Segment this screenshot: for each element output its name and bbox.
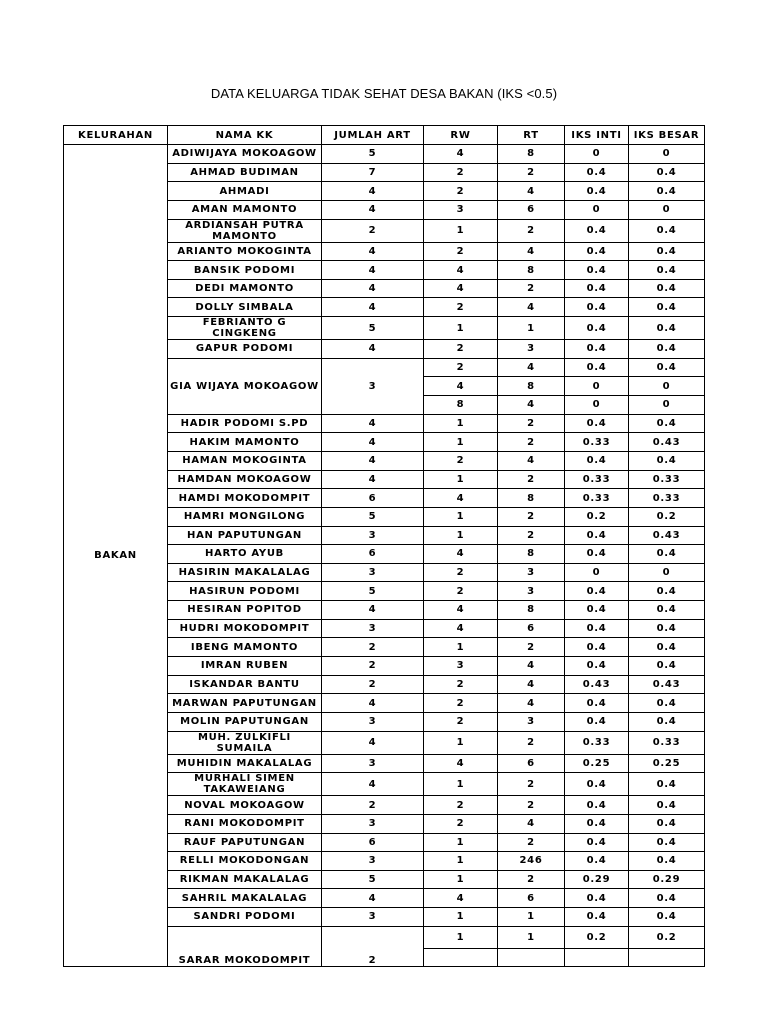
- rt-cell: 2: [498, 470, 565, 489]
- rt-cell: 8: [498, 545, 565, 564]
- iks-inti-cell: 0: [565, 145, 629, 164]
- rw-cell: 2: [424, 712, 498, 731]
- iks-besar-cell: 0.4: [629, 638, 705, 657]
- iks-inti-cell: 0.4: [565, 582, 629, 601]
- nama-kk-cell: GIA WIJAYA MOKOAGOW: [168, 358, 322, 414]
- nama-kk-cell: GAPUR PODOMI: [168, 340, 322, 359]
- iks-inti-cell: 0.4: [565, 451, 629, 470]
- iks-besar-cell: 0.2: [629, 926, 705, 948]
- rw-cell: 4: [424, 619, 498, 638]
- iks-inti-cell: 0.4: [565, 317, 629, 340]
- jumlah-art-cell: 6: [322, 545, 424, 564]
- jumlah-art-cell: 4: [322, 200, 424, 219]
- rt-cell: 2: [498, 796, 565, 815]
- nama-kk-cell: HARTO AYUB: [168, 545, 322, 564]
- jumlah-art-cell: 3: [322, 563, 424, 582]
- iks-inti-cell: 0.4: [565, 219, 629, 242]
- iks-besar-cell: 0.4: [629, 889, 705, 908]
- rt-cell: 4: [498, 182, 565, 201]
- jumlah-art-cell: 4: [322, 182, 424, 201]
- document-title: DATA KELUARGA TIDAK SEHAT DESA BAKAN (IKS <0.5): [210, 86, 558, 101]
- rt-cell: 2: [498, 433, 565, 452]
- iks-inti-cell: 0.33: [565, 731, 629, 754]
- rt-cell: 2: [498, 638, 565, 657]
- nama-kk-cell: RIKMAN MAKALALAG: [168, 870, 322, 889]
- iks-inti-cell: 0.4: [565, 414, 629, 433]
- rt-cell: 2: [498, 219, 565, 242]
- iks-inti-cell: 0.33: [565, 470, 629, 489]
- rt-cell: 8: [498, 601, 565, 620]
- nama-kk-cell: MUHIDIN MAKALALAG: [168, 754, 322, 773]
- rt-cell: 8: [498, 145, 565, 164]
- rw-cell: 2: [424, 451, 498, 470]
- rw-cell: 4: [424, 545, 498, 564]
- iks-inti-cell: 0.4: [565, 889, 629, 908]
- rw-cell: 1: [424, 433, 498, 452]
- rw-cell: 2: [424, 358, 498, 377]
- iks-inti-cell: 0.2: [565, 507, 629, 526]
- nama-kk-cell: RAUF PAPUTUNGAN: [168, 833, 322, 852]
- jumlah-art-cell: 3: [322, 852, 424, 871]
- rt-cell: 4: [498, 396, 565, 415]
- iks-inti-cell: 0.4: [565, 526, 629, 545]
- rw-cell: 2: [424, 814, 498, 833]
- rw-cell: 4: [424, 145, 498, 164]
- jumlah-art-cell: 2: [322, 796, 424, 815]
- iks-besar-cell: 0.4: [629, 414, 705, 433]
- rw-cell: 1: [424, 870, 498, 889]
- nama-kk-cell: DOLLY SIMBALA: [168, 298, 322, 317]
- rt-cell: 4: [498, 358, 565, 377]
- rt-cell: 8: [498, 489, 565, 508]
- iks-besar-cell: 0.43: [629, 433, 705, 452]
- rt-cell: [498, 948, 565, 967]
- rt-cell: 8: [498, 261, 565, 280]
- nama-kk-cell: IBENG MAMONTO: [168, 638, 322, 657]
- nama-kk-cell: NOVAL MOKOAGOW: [168, 796, 322, 815]
- header-iks-inti: IKS INTI: [565, 126, 629, 145]
- rt-cell: 2: [498, 526, 565, 545]
- jumlah-art-cell: 4: [322, 242, 424, 261]
- iks-inti-cell: 0.4: [565, 279, 629, 298]
- jumlah-art-cell: 3: [322, 754, 424, 773]
- iks-besar-cell: 0.4: [629, 317, 705, 340]
- jumlah-art-cell: 2: [322, 219, 424, 242]
- iks-besar-cell: 0.33: [629, 731, 705, 754]
- iks-besar-cell: 0.4: [629, 279, 705, 298]
- rt-cell: 3: [498, 563, 565, 582]
- nama-kk-cell: HAKIM MAMONTO: [168, 433, 322, 452]
- header-iks-besar: IKS BESAR: [629, 126, 705, 145]
- rw-cell: 1: [424, 526, 498, 545]
- rt-cell: 8: [498, 377, 565, 396]
- rw-cell: 1: [424, 507, 498, 526]
- rw-cell: 1: [424, 852, 498, 871]
- rt-cell: 3: [498, 582, 565, 601]
- iks-inti-cell: 0.4: [565, 601, 629, 620]
- iks-inti-cell: 0.4: [565, 814, 629, 833]
- nama-kk-cell: MARWAN PAPUTUNGAN: [168, 694, 322, 713]
- nama-kk-cell: HUDRI MOKODOMPIT: [168, 619, 322, 638]
- rw-cell: 8: [424, 396, 498, 415]
- jumlah-art-cell: 2: [322, 638, 424, 657]
- rw-cell: 1: [424, 414, 498, 433]
- rt-cell: 2: [498, 773, 565, 796]
- iks-besar-cell: 0.4: [629, 852, 705, 871]
- rt-cell: 246: [498, 852, 565, 871]
- nama-kk-cell: BANSIK PODOMI: [168, 261, 322, 280]
- jumlah-art-cell: 4: [322, 731, 424, 754]
- iks-inti-cell: 0.4: [565, 694, 629, 713]
- jumlah-art-cell: 3: [322, 712, 424, 731]
- iks-inti-cell: 0.4: [565, 298, 629, 317]
- iks-inti-cell: 0.4: [565, 638, 629, 657]
- rw-cell: 4: [424, 754, 498, 773]
- iks-inti-cell: 0.29: [565, 870, 629, 889]
- kelurahan-cell: BAKAN: [64, 145, 168, 967]
- jumlah-art-cell: 3: [322, 814, 424, 833]
- iks-inti-cell: 0.4: [565, 833, 629, 852]
- jumlah-art-cell: 5: [322, 145, 424, 164]
- rw-cell: 1: [424, 470, 498, 489]
- header-row: [64, 126, 705, 145]
- rt-cell: 4: [498, 675, 565, 694]
- iks-besar-cell: 0.4: [629, 298, 705, 317]
- rw-cell: 4: [424, 279, 498, 298]
- iks-besar-cell: 0.4: [629, 833, 705, 852]
- rt-cell: 4: [498, 242, 565, 261]
- iks-besar-cell: 0.33: [629, 489, 705, 508]
- jumlah-art-cell: 3: [322, 619, 424, 638]
- iks-besar-cell: 0.33: [629, 470, 705, 489]
- iks-besar-cell: 0.29: [629, 870, 705, 889]
- rt-cell: 2: [498, 414, 565, 433]
- nama-kk-cell: DEDI MAMONTO: [168, 279, 322, 298]
- iks-besar-cell: 0.4: [629, 601, 705, 620]
- iks-besar-cell: 0.4: [629, 657, 705, 676]
- jumlah-art-cell: 4: [322, 451, 424, 470]
- nama-kk-cell: ISKANDAR BANTU: [168, 675, 322, 694]
- rt-cell: 4: [498, 694, 565, 713]
- jumlah-art-cell: 3: [322, 526, 424, 545]
- nama-kk-cell: AMAN MAMONTO: [168, 200, 322, 219]
- iks-inti-cell: 0.4: [565, 242, 629, 261]
- nama-kk-cell: HAMDI MOKODOMPIT: [168, 489, 322, 508]
- rt-cell: 2: [498, 279, 565, 298]
- header-jumlah-art: JUMLAH ART: [322, 126, 424, 145]
- iks-inti-cell: 0.4: [565, 712, 629, 731]
- jumlah-art-cell: 4: [322, 694, 424, 713]
- jumlah-art-cell: 4: [322, 340, 424, 359]
- nama-kk-cell: AHMADI: [168, 182, 322, 201]
- jumlah-art-cell: 4: [322, 470, 424, 489]
- data-table: [63, 125, 705, 967]
- nama-kk-cell: RELLI MOKODONGAN: [168, 852, 322, 871]
- iks-besar-cell: 0.4: [629, 796, 705, 815]
- jumlah-art-cell: 3: [322, 908, 424, 927]
- iks-besar-cell: 0.4: [629, 619, 705, 638]
- iks-inti-cell: 0.4: [565, 261, 629, 280]
- iks-besar-cell: 0.4: [629, 358, 705, 377]
- header-nama-kk: NAMA KK: [168, 126, 322, 145]
- iks-besar-cell: 0.2: [629, 507, 705, 526]
- rt-cell: 1: [498, 926, 565, 948]
- rt-cell: 6: [498, 754, 565, 773]
- nama-kk-cell: ADIWIJAYA MOKOAGOW: [168, 145, 322, 164]
- iks-besar-cell: 0.43: [629, 675, 705, 694]
- rw-cell: 4: [424, 489, 498, 508]
- iks-inti-cell: 0.33: [565, 433, 629, 452]
- rw-cell: 2: [424, 182, 498, 201]
- iks-inti-cell: 0.4: [565, 340, 629, 359]
- rw-cell: 4: [424, 261, 498, 280]
- iks-inti-cell: 0.4: [565, 657, 629, 676]
- rw-cell: 3: [424, 657, 498, 676]
- rt-cell: 1: [498, 908, 565, 927]
- rt-cell: 6: [498, 200, 565, 219]
- nama-kk-cell: HADIR PODOMI S.PD: [168, 414, 322, 433]
- rw-cell: 1: [424, 638, 498, 657]
- jumlah-art-cell: 2: [322, 926, 424, 967]
- table-row: [64, 145, 705, 164]
- rw-cell: 1: [424, 908, 498, 927]
- rw-cell: 1: [424, 219, 498, 242]
- rw-cell: 2: [424, 582, 498, 601]
- nama-kk-cell: SAHRIL MAKALALAG: [168, 889, 322, 908]
- jumlah-art-cell: 6: [322, 833, 424, 852]
- nama-kk-cell: HASIRIN MAKALALAG: [168, 563, 322, 582]
- iks-inti-cell: 0.4: [565, 358, 629, 377]
- rw-cell: 1: [424, 317, 498, 340]
- header-rt: RT: [498, 126, 565, 145]
- iks-inti-cell: 0.43: [565, 675, 629, 694]
- nama-kk-cell: HAN PAPUTUNGAN: [168, 526, 322, 545]
- rt-cell: 6: [498, 619, 565, 638]
- iks-besar-cell: 0.4: [629, 242, 705, 261]
- jumlah-art-cell: 5: [322, 582, 424, 601]
- iks-inti-cell: 0.4: [565, 163, 629, 182]
- iks-besar-cell: [629, 948, 705, 967]
- iks-inti-cell: 0.4: [565, 545, 629, 564]
- iks-besar-cell: 0.4: [629, 340, 705, 359]
- jumlah-art-cell: 5: [322, 870, 424, 889]
- rw-cell: 4: [424, 601, 498, 620]
- iks-besar-cell: 0: [629, 200, 705, 219]
- rt-cell: 3: [498, 340, 565, 359]
- iks-besar-cell: 0.4: [629, 694, 705, 713]
- header-rw: RW: [424, 126, 498, 145]
- rw-cell: 4: [424, 889, 498, 908]
- rw-cell: 1: [424, 773, 498, 796]
- jumlah-art-cell: 7: [322, 163, 424, 182]
- rt-cell: 4: [498, 814, 565, 833]
- iks-inti-cell: 0: [565, 377, 629, 396]
- rw-cell: 2: [424, 796, 498, 815]
- nama-kk-cell: HESIRAN POPITOD: [168, 601, 322, 620]
- jumlah-art-cell: 5: [322, 317, 424, 340]
- rw-cell: 2: [424, 298, 498, 317]
- rt-cell: 2: [498, 507, 565, 526]
- rt-cell: 2: [498, 870, 565, 889]
- nama-kk-cell: RANI MOKODOMPIT: [168, 814, 322, 833]
- nama-kk-cell: FEBRIANTO G CINGKENG: [168, 317, 322, 340]
- iks-besar-cell: 0.4: [629, 261, 705, 280]
- iks-inti-cell: 0.25: [565, 754, 629, 773]
- nama-kk-cell: HAMDAN MOKOAGOW: [168, 470, 322, 489]
- nama-kk-cell: MURHALI SIMEN TAKAWEIANG: [168, 773, 322, 796]
- jumlah-art-cell: 4: [322, 433, 424, 452]
- rw-cell: 2: [424, 675, 498, 694]
- rt-cell: 4: [498, 298, 565, 317]
- nama-kk-cell: MOLIN PAPUTUNGAN: [168, 712, 322, 731]
- rw-cell: 1: [424, 731, 498, 754]
- rt-cell: 1: [498, 317, 565, 340]
- iks-inti-cell: 0.4: [565, 182, 629, 201]
- rw-cell: 2: [424, 340, 498, 359]
- rt-cell: 2: [498, 163, 565, 182]
- iks-besar-cell: 0.4: [629, 582, 705, 601]
- iks-besar-cell: 0: [629, 377, 705, 396]
- iks-besar-cell: 0.4: [629, 182, 705, 201]
- nama-kk-cell: SARAR MOKODOMPIT: [168, 926, 322, 967]
- rw-cell: 4: [424, 377, 498, 396]
- iks-besar-cell: 0.4: [629, 163, 705, 182]
- nama-kk-cell: ARDIANSAH PUTRA MAMONTO: [168, 219, 322, 242]
- jumlah-art-cell: 2: [322, 657, 424, 676]
- iks-besar-cell: 0.4: [629, 219, 705, 242]
- iks-inti-cell: [565, 948, 629, 967]
- nama-kk-cell: ARIANTO MOKOGINTA: [168, 242, 322, 261]
- rw-cell: 2: [424, 563, 498, 582]
- rw-cell: 2: [424, 242, 498, 261]
- rw-cell: 1: [424, 926, 498, 948]
- nama-kk-cell: AHMAD BUDIMAN: [168, 163, 322, 182]
- jumlah-art-cell: 2: [322, 675, 424, 694]
- iks-inti-cell: 0.4: [565, 796, 629, 815]
- nama-kk-cell: MUH. ZULKIFLI SUMAILA: [168, 731, 322, 754]
- rw-cell: 2: [424, 694, 498, 713]
- iks-besar-cell: 0: [629, 563, 705, 582]
- iks-besar-cell: 0.4: [629, 451, 705, 470]
- rt-cell: 2: [498, 731, 565, 754]
- jumlah-art-cell: 5: [322, 507, 424, 526]
- nama-kk-cell: HAMAN MOKOGINTA: [168, 451, 322, 470]
- header-kelurahan: KELURAHAN: [64, 126, 168, 145]
- iks-besar-cell: 0.4: [629, 712, 705, 731]
- iks-besar-cell: 0.4: [629, 773, 705, 796]
- iks-besar-cell: 0: [629, 145, 705, 164]
- jumlah-art-cell: 4: [322, 773, 424, 796]
- rw-cell: [424, 948, 498, 967]
- iks-inti-cell: 0.4: [565, 908, 629, 927]
- iks-inti-cell: 0.4: [565, 619, 629, 638]
- iks-inti-cell: 0.33: [565, 489, 629, 508]
- nama-kk-cell: HASIRUN PODOMI: [168, 582, 322, 601]
- rw-cell: 1: [424, 833, 498, 852]
- iks-besar-cell: 0.43: [629, 526, 705, 545]
- jumlah-art-cell: 6: [322, 489, 424, 508]
- iks-inti-cell: 0.4: [565, 773, 629, 796]
- nama-kk-cell: HAMRI MONGILONG: [168, 507, 322, 526]
- iks-inti-cell: 0.4: [565, 852, 629, 871]
- jumlah-art-cell: 4: [322, 601, 424, 620]
- nama-kk-cell: IMRAN RUBEN: [168, 657, 322, 676]
- rt-cell: 6: [498, 889, 565, 908]
- rw-cell: 2: [424, 163, 498, 182]
- iks-besar-cell: 0: [629, 396, 705, 415]
- rt-cell: 2: [498, 833, 565, 852]
- iks-besar-cell: 0.4: [629, 814, 705, 833]
- rt-cell: 4: [498, 451, 565, 470]
- nama-kk-cell: SANDRI PODOMI: [168, 908, 322, 927]
- iks-besar-cell: 0.4: [629, 908, 705, 927]
- jumlah-art-cell: 4: [322, 889, 424, 908]
- iks-besar-cell: 0.4: [629, 545, 705, 564]
- jumlah-art-cell: 3: [322, 358, 424, 414]
- jumlah-art-cell: 4: [322, 298, 424, 317]
- iks-inti-cell: 0: [565, 396, 629, 415]
- table-body: [64, 145, 705, 967]
- jumlah-art-cell: 4: [322, 261, 424, 280]
- jumlah-art-cell: 4: [322, 414, 424, 433]
- iks-besar-cell: 0.25: [629, 754, 705, 773]
- rt-cell: 3: [498, 712, 565, 731]
- iks-inti-cell: 0: [565, 563, 629, 582]
- iks-inti-cell: 0: [565, 200, 629, 219]
- rw-cell: 3: [424, 200, 498, 219]
- rt-cell: 4: [498, 657, 565, 676]
- iks-inti-cell: 0.2: [565, 926, 629, 948]
- jumlah-art-cell: 4: [322, 279, 424, 298]
